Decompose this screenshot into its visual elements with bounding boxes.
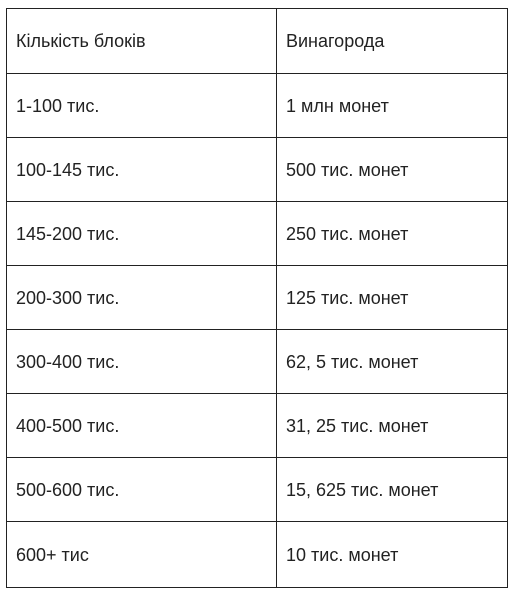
header-cell-reward: Винагорода: [277, 9, 508, 74]
table-header-row: [7, 9, 508, 74]
cell-block-range: 400-500 тис.: [7, 394, 277, 458]
cell-block-range: 300-400 тис.: [7, 330, 277, 394]
table-row: [7, 458, 508, 522]
table-row: [7, 394, 508, 458]
table-row: [7, 138, 508, 202]
cell-reward: 15, 625 тис. монет: [277, 458, 508, 522]
cell-reward: 62, 5 тис. монет: [277, 330, 508, 394]
cell-block-range: 200-300 тис.: [7, 266, 277, 330]
table-row: [7, 74, 508, 138]
cell-block-range: 500-600 тис.: [7, 458, 277, 522]
table-row: [7, 202, 508, 266]
cell-reward: 10 тис. монет: [277, 522, 508, 588]
cell-reward: 500 тис. монет: [277, 138, 508, 202]
cell-reward: 1 млн монет: [277, 74, 508, 138]
cell-reward: 125 тис. монет: [277, 266, 508, 330]
cell-block-range: 100-145 тис.: [7, 138, 277, 202]
cell-block-range: 145-200 тис.: [7, 202, 277, 266]
table-row: [7, 522, 508, 588]
cell-reward: 31, 25 тис. монет: [277, 394, 508, 458]
cell-block-range: 600+ тис: [7, 522, 277, 588]
rewards-table-container: [6, 8, 507, 588]
cell-block-range: 1-100 тис.: [7, 74, 277, 138]
header-cell-block-count: Кількість блоків: [7, 9, 277, 74]
rewards-table: [6, 8, 508, 588]
table-row: [7, 330, 508, 394]
table-row: [7, 266, 508, 330]
cell-reward: 250 тис. монет: [277, 202, 508, 266]
